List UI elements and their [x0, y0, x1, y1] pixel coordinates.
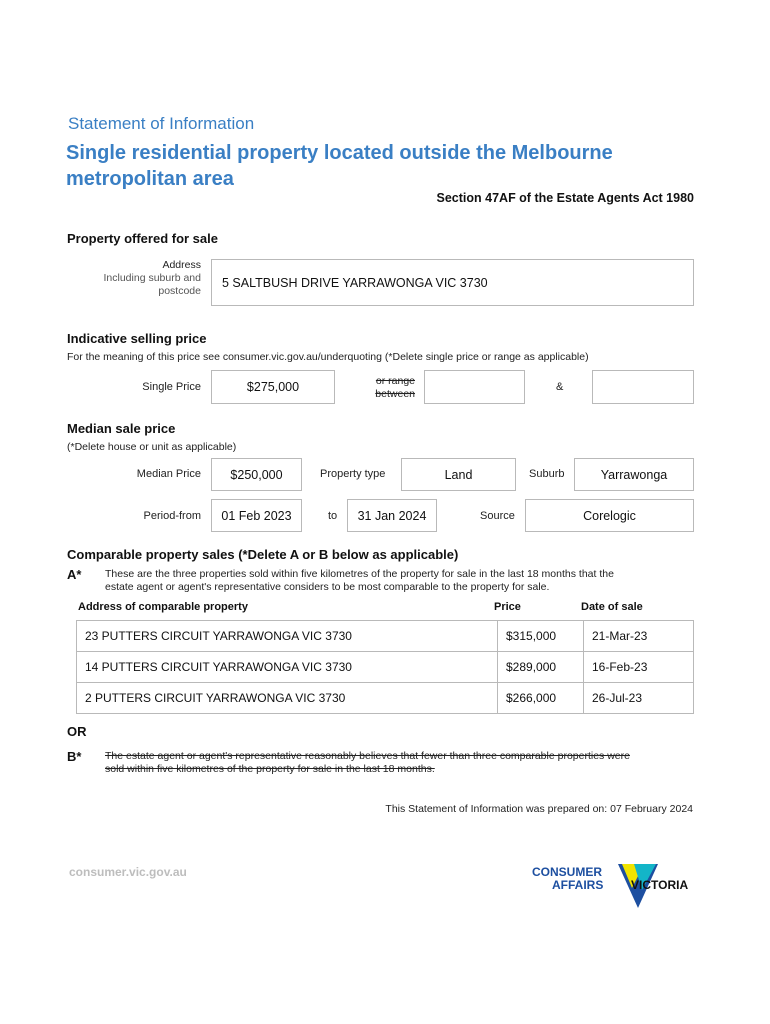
suburb-field[interactable]: Yarrawonga — [574, 458, 694, 491]
option-a-marker: A* — [67, 567, 82, 582]
option-b-marker: B* — [67, 749, 82, 764]
col-price-header: Price — [494, 601, 521, 613]
table-row — [77, 683, 694, 714]
comparable-price[interactable]: $315,000 — [498, 621, 584, 652]
option-b-line-1: The estate agent or agent's representative reasonably believes that fewer than three comparable properties were — [105, 750, 630, 762]
comparable-date[interactable]: 16-Feb-23 — [584, 652, 694, 683]
col-date-header: Date of sale — [581, 601, 643, 613]
property-type-field[interactable]: Land — [401, 458, 516, 491]
footer-url[interactable]: consumer.vic.gov.au — [69, 865, 187, 879]
source-label: Source — [480, 510, 515, 522]
indicative-note: For the meaning of this price see consumer.vic.gov.au/underquoting (*Delete single price or range as applicable) — [67, 351, 589, 363]
comparable-date[interactable]: 26-Jul-23 — [584, 683, 694, 714]
median-price-label: Median Price — [136, 468, 201, 480]
suburb-label: Suburb — [529, 468, 565, 480]
to-label: to — [328, 510, 338, 522]
option-b-text — [105, 750, 700, 776]
logo-line-consumer: CONSUMER — [532, 865, 603, 879]
logo-line-affairs: AFFAIRS — [552, 878, 604, 892]
address-label: Address — [162, 259, 201, 271]
comparable-address[interactable]: 2 PUTTERS CIRCUIT YARRAWONGA VIC 3730 — [77, 683, 498, 714]
or-range-label — [350, 375, 415, 401]
or-range-line-1: or range — [375, 375, 415, 387]
single-price-label: Single Price — [142, 381, 201, 393]
source-field[interactable]: Corelogic — [525, 499, 694, 532]
table-row — [77, 621, 694, 652]
address-label-block — [60, 259, 201, 298]
median-note: (*Delete house or unit as applicable) — [67, 441, 237, 453]
option-a-line-1: These are the three properties sold within five kilometres of the property for sale in the last 18 months that the — [105, 568, 614, 580]
table-row — [77, 652, 694, 683]
logo-line-victoria: VICTORIA — [631, 878, 689, 892]
indicative-heading: Indicative selling price — [67, 331, 207, 346]
page-title: Single residential property located outside the Melbourne metropolitan area — [66, 142, 613, 190]
or-separator: OR — [67, 724, 87, 739]
consumer-affairs-victoria-logo — [530, 862, 700, 912]
comparable-address[interactable]: 14 PUTTERS CIRCUIT YARRAWONGA VIC 3730 — [77, 652, 498, 683]
range-low-field[interactable] — [424, 370, 525, 404]
address-sublabel-1: Including suburb and — [103, 272, 201, 284]
comparable-heading: Comparable property sales (*Delete A or B below as applicable) — [67, 547, 459, 562]
prepared-date: This Statement of Information was prepared on: 07 February 2024 — [385, 803, 693, 815]
address-field[interactable]: 5 SALTBUSH DRIVE YARRAWONGA VIC 3730 — [211, 259, 694, 306]
median-heading: Median sale price — [67, 421, 176, 436]
option-b-line-2: sold within five kilometres of the property for sale in the last 18 months. — [105, 763, 435, 775]
property-heading: Property offered for sale — [67, 231, 218, 246]
address-sublabel-2: postcode — [158, 285, 201, 297]
option-a-line-2: estate agent or agent's representative considers to be most comparable to the property for sale. — [105, 581, 550, 593]
range-high-field[interactable] — [592, 370, 694, 404]
or-range-line-2: between — [375, 388, 415, 400]
comparable-date[interactable]: 21-Mar-23 — [584, 621, 694, 652]
doc-type: Statement of Information — [68, 114, 255, 133]
comparable-price[interactable]: $266,000 — [498, 683, 584, 714]
median-price-field[interactable]: $250,000 — [211, 458, 302, 491]
period-from-field[interactable]: 01 Feb 2023 — [211, 499, 302, 532]
col-address-header: Address of comparable property — [78, 601, 248, 613]
period-to-field[interactable]: 31 Jan 2024 — [347, 499, 437, 532]
option-a-text — [105, 568, 700, 594]
comparable-table — [76, 620, 694, 714]
comparable-price[interactable]: $289,000 — [498, 652, 584, 683]
period-from-label: Period-from — [143, 510, 201, 522]
act-reference: Section 47AF of the Estate Agents Act 1980 — [436, 191, 694, 205]
property-type-label: Property type — [320, 468, 386, 480]
range-amp: & — [556, 381, 564, 393]
comparable-address[interactable]: 23 PUTTERS CIRCUIT YARRAWONGA VIC 3730 — [77, 621, 498, 652]
single-price-field[interactable]: $275,000 — [211, 370, 335, 404]
